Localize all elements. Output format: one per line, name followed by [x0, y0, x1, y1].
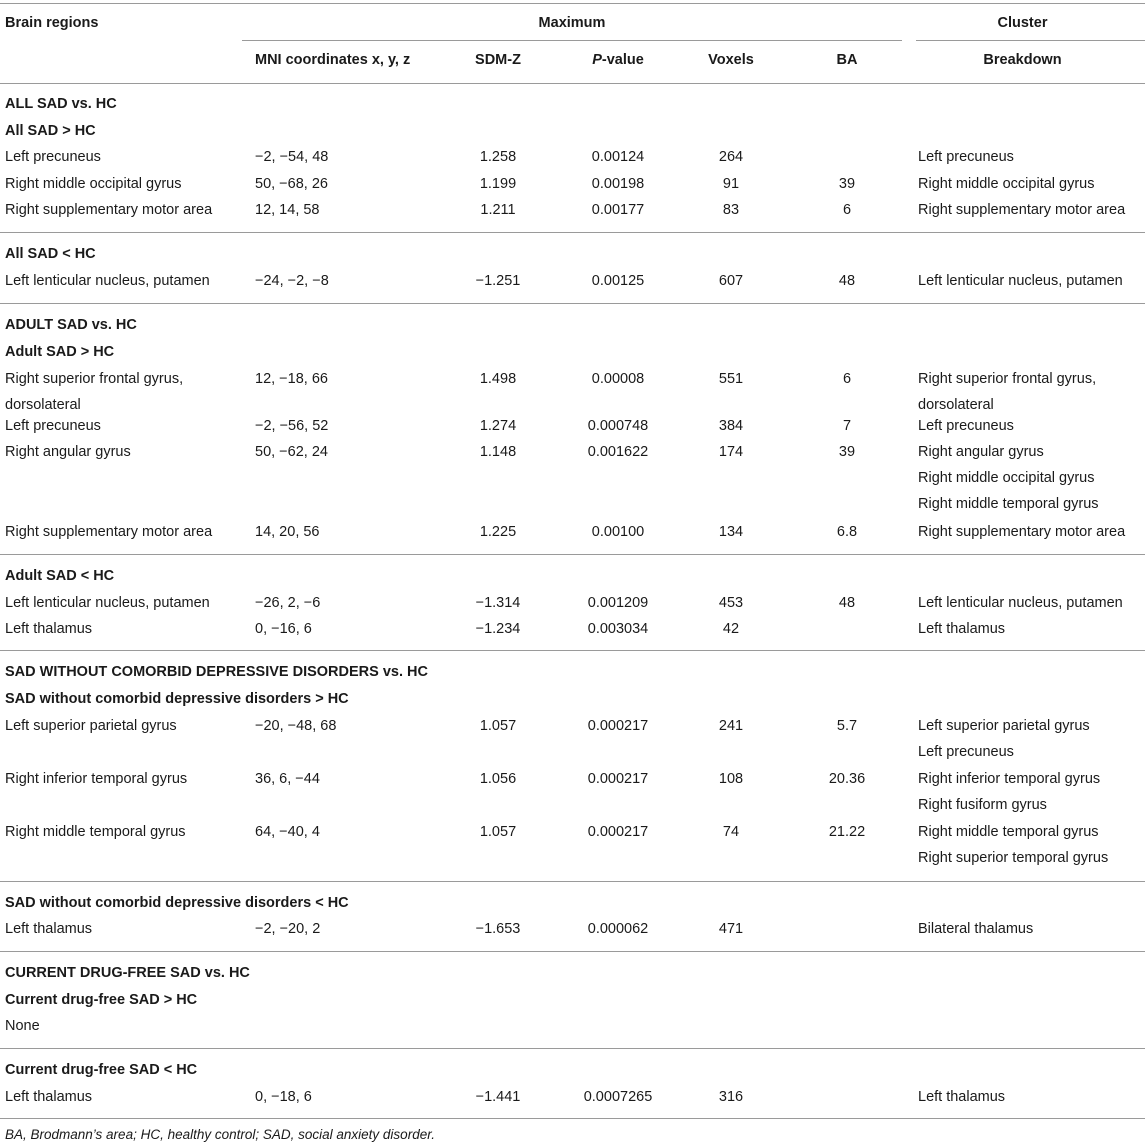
rule: [0, 232, 1145, 233]
cell-sdmz: 1.056: [479, 771, 517, 787]
rule-bottom: [0, 1118, 1145, 1119]
cell-voxels: 453: [718, 595, 744, 611]
cell-voxels: 316: [718, 1089, 744, 1105]
cell-mni: −2, −56, 52: [255, 418, 329, 434]
cell-voxels: 264: [718, 149, 744, 165]
cell-mni: −26, 2, −6: [255, 595, 321, 611]
cell-sdmz: 1.057: [479, 718, 517, 734]
cell-breakdown: Left lenticular nucleus, putamen: [918, 273, 1123, 289]
cell-mni: 50, −62, 24: [255, 444, 328, 460]
cell-breakdown: Right angular gyrus: [918, 444, 1044, 460]
cell-pvalue: 0.000217: [587, 771, 649, 787]
cell-region: Left precuneus: [5, 149, 101, 165]
cell-mni: 12, −18, 66: [255, 371, 328, 387]
section-heading: CURRENT DRUG-FREE SAD vs. HC: [5, 965, 250, 981]
cell-region: Left superior parietal gyrus: [5, 718, 177, 734]
cell-pvalue: 0.001209: [587, 595, 649, 611]
cell-pvalue: 0.00198: [591, 176, 645, 192]
cell-breakdown: Right middle occipital gyrus: [918, 176, 1095, 192]
cell-breakdown-cont: dorsolateral: [918, 397, 994, 413]
section-heading: ALL SAD vs. HC: [5, 96, 117, 112]
cell-region: Right middle occipital gyrus: [5, 176, 182, 192]
cell-region: None: [5, 1018, 40, 1034]
cell-breakdown: Right supplementary motor area: [918, 524, 1126, 540]
footnote: BA, Brodmann’s area; HC, healthy control; SAD, social anxiety disorder.: [5, 1127, 435, 1142]
header-sdmz: SDM-Z: [475, 52, 521, 68]
cell-mni: 36, 6, −44: [255, 771, 320, 787]
cell-ba: 6.8: [836, 524, 858, 540]
header-cluster: Cluster: [997, 15, 1048, 31]
cell-region: Left precuneus: [5, 418, 101, 434]
cell-region: Right supplementary motor area: [5, 202, 213, 218]
cell-ba: 20.36: [828, 771, 866, 787]
cell-voxels: 134: [718, 524, 744, 540]
cell-sdmz: −1.314: [475, 595, 521, 611]
cell-pvalue: 0.003034: [587, 621, 649, 637]
subsection-heading: Adult SAD < HC: [5, 568, 115, 584]
cell-ba: 48: [838, 595, 856, 611]
cell-sdmz: −1.653: [475, 921, 521, 937]
cell-sdmz: 1.274: [479, 418, 517, 434]
cell-breakdown-cont: Right superior temporal gyrus: [918, 850, 1109, 866]
rule: [0, 650, 1145, 651]
cell-breakdown: Left lenticular nucleus, putamen: [918, 595, 1123, 611]
cell-region: Left lenticular nucleus, putamen: [5, 273, 210, 289]
rule-top: [0, 3, 1145, 4]
cell-voxels: 551: [718, 371, 744, 387]
cell-mni: 12, 14, 58: [255, 202, 320, 218]
cell-voxels: 174: [718, 444, 744, 460]
subsection-heading: Current drug-free SAD > HC: [5, 992, 198, 1008]
subsection-heading: SAD without comorbid depressive disorders < HC: [5, 895, 349, 911]
cell-ba: 21.22: [828, 824, 866, 840]
cell-sdmz: 1.148: [479, 444, 517, 460]
rule-header-bottom: [0, 83, 1145, 84]
section-heading: ADULT SAD vs. HC: [5, 317, 137, 333]
rule-cluster: [916, 40, 1145, 41]
section-heading: SAD WITHOUT COMORBID DEPRESSIVE DISORDERS vs. HC: [5, 664, 428, 680]
cell-breakdown-cont: Left precuneus: [918, 744, 1014, 760]
cell-breakdown: Right inferior temporal gyrus: [918, 771, 1101, 787]
cell-pvalue: 0.00008: [591, 371, 645, 387]
cell-sdmz: −1.234: [475, 621, 521, 637]
cell-breakdown: Right middle temporal gyrus: [918, 824, 1099, 840]
cell-region: Right superior frontal gyrus,: [5, 371, 184, 387]
cell-mni: 50, −68, 26: [255, 176, 328, 192]
cell-mni: 0, −16, 6: [255, 621, 312, 637]
cell-voxels: 42: [722, 621, 740, 637]
cell-pvalue: 0.001622: [587, 444, 649, 460]
cell-voxels: 83: [722, 202, 740, 218]
subsection-heading: SAD without comorbid depressive disorders > HC: [5, 691, 349, 707]
cell-pvalue: 0.00100: [591, 524, 645, 540]
rule: [0, 881, 1145, 882]
cell-region-cont: dorsolateral: [5, 397, 81, 413]
cell-breakdown: Left superior parietal gyrus: [918, 718, 1090, 734]
cell-ba: 39: [838, 176, 856, 192]
rule-maximum: [242, 40, 902, 41]
cell-region: Left lenticular nucleus, putamen: [5, 595, 210, 611]
header-p-rest: -value: [601, 52, 644, 68]
cell-breakdown-cont: Right middle occipital gyrus: [918, 470, 1095, 486]
cell-pvalue: 0.000217: [587, 718, 649, 734]
cell-voxels: 384: [718, 418, 744, 434]
header-mni: MNI coordinates x, y, z: [255, 52, 411, 68]
cell-mni: −2, −20, 2: [255, 921, 321, 937]
cell-region: Left thalamus: [5, 621, 93, 637]
cell-region: Right supplementary motor area: [5, 524, 213, 540]
cell-breakdown: Left thalamus: [918, 1089, 1006, 1105]
cell-voxels: 471: [718, 921, 744, 937]
subsection-heading: Current drug-free SAD < HC: [5, 1062, 198, 1078]
cell-region: Left thalamus: [5, 1089, 93, 1105]
cell-breakdown: Left precuneus: [918, 418, 1014, 434]
cell-mni: −20, −48, 68: [255, 718, 337, 734]
rule: [0, 554, 1145, 555]
cell-pvalue: 0.00177: [591, 202, 645, 218]
cell-ba: 48: [838, 273, 856, 289]
cell-voxels: 241: [718, 718, 744, 734]
cell-voxels: 74: [722, 824, 740, 840]
header-p-italic: P: [592, 52, 602, 68]
cell-breakdown-cont: Right middle temporal gyrus: [918, 496, 1099, 512]
cell-pvalue: 0.000217: [587, 824, 649, 840]
cell-ba: 39: [838, 444, 856, 460]
cell-mni: 64, −40, 4: [255, 824, 320, 840]
header-brain-regions: Brain regions: [5, 15, 99, 31]
cell-pvalue: 0.00124: [591, 149, 645, 165]
cell-sdmz: −1.441: [475, 1089, 521, 1105]
cell-pvalue: 0.0007265: [583, 1089, 653, 1105]
cell-breakdown-cont: Right fusiform gyrus: [918, 797, 1047, 813]
cell-sdmz: 1.498: [479, 371, 517, 387]
cell-pvalue: 0.000748: [587, 418, 649, 434]
cell-ba: 5.7: [836, 718, 858, 734]
header-breakdown: Breakdown: [983, 52, 1062, 68]
cell-mni: −2, −54, 48: [255, 149, 329, 165]
header-ba: BA: [836, 52, 858, 68]
cell-breakdown: Right superior frontal gyrus,: [918, 371, 1097, 387]
cell-sdmz: 1.225: [479, 524, 517, 540]
header-voxels: Voxels: [708, 52, 754, 68]
rule: [0, 303, 1145, 304]
cell-sdmz: 1.211: [480, 202, 516, 218]
cell-sdmz: −1.251: [475, 273, 521, 289]
cell-mni: 0, −18, 6: [255, 1089, 312, 1105]
header-pvalue: [563, 51, 673, 69]
cell-sdmz: 1.258: [479, 149, 517, 165]
cell-mni: 14, 20, 56: [255, 524, 320, 540]
cell-region: Left thalamus: [5, 921, 93, 937]
cell-sdmz: 1.057: [479, 824, 517, 840]
rule: [0, 951, 1145, 952]
cell-voxels: 607: [718, 273, 744, 289]
cell-region: Right inferior temporal gyrus: [5, 771, 188, 787]
cell-breakdown: Left precuneus: [918, 149, 1014, 165]
subsection-heading: Adult SAD > HC: [5, 344, 115, 360]
cell-region: Right middle temporal gyrus: [5, 824, 186, 840]
cell-breakdown: Bilateral thalamus: [918, 921, 1034, 937]
subsection-heading: All SAD < HC: [5, 246, 96, 262]
cell-breakdown: Right supplementary motor area: [918, 202, 1126, 218]
cell-voxels: 91: [722, 176, 740, 192]
cell-sdmz: 1.199: [479, 176, 517, 192]
cell-voxels: 108: [718, 771, 744, 787]
subsection-heading: All SAD > HC: [5, 123, 96, 139]
cell-mni: −24, −2, −8: [255, 273, 329, 289]
cell-ba: 6: [842, 371, 852, 387]
cell-pvalue: 0.00125: [591, 273, 645, 289]
rule: [0, 1048, 1145, 1049]
cell-ba: 7: [842, 418, 852, 434]
cell-breakdown: Left thalamus: [918, 621, 1006, 637]
cell-region: Right angular gyrus: [5, 444, 131, 460]
cell-ba: 6: [842, 202, 852, 218]
header-maximum: Maximum: [538, 15, 606, 31]
cell-pvalue: 0.000062: [587, 921, 649, 937]
